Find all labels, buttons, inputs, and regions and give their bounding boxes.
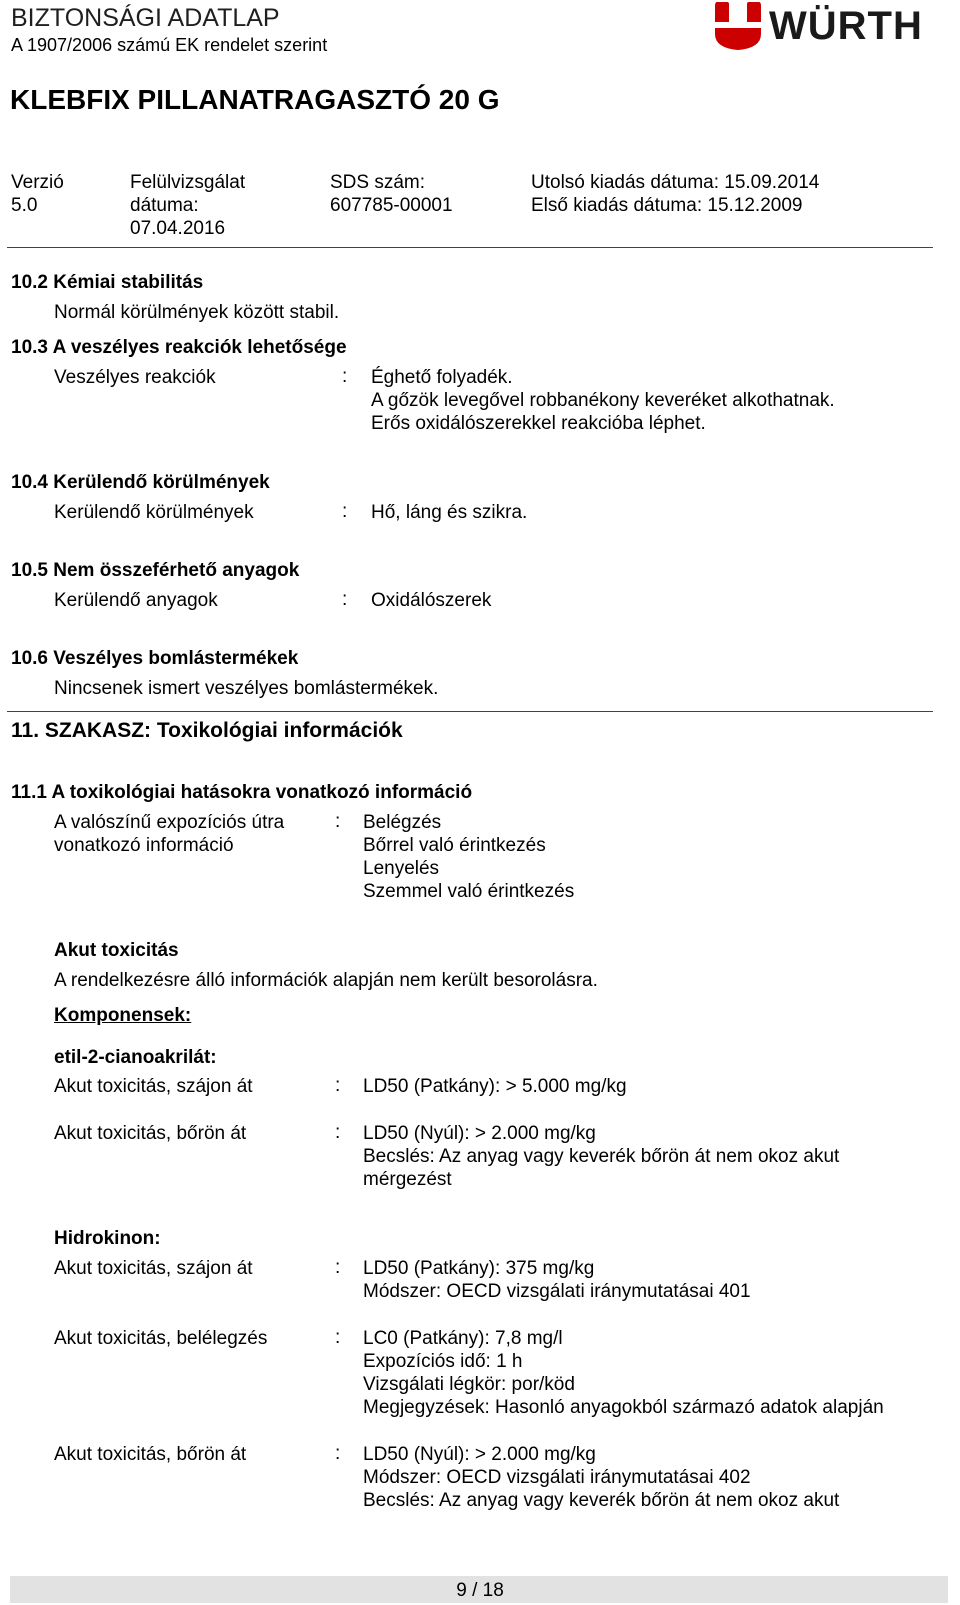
section-number: 10.5 — [11, 560, 48, 581]
dermal-toxicity-value — [363, 1122, 839, 1191]
hazardous-reactions-label: Veszélyes reakciók — [54, 367, 216, 388]
value-line: mérgezést — [363, 1169, 452, 1190]
section-number: 11.1 — [11, 782, 47, 803]
conditions-label: Kerülendő körülmények — [54, 502, 254, 523]
value-line: Megjegyzések: Hasonló anyagokból származó adatok alapján — [363, 1397, 884, 1418]
version-value: 5.0 — [11, 195, 38, 216]
oral-toxicity-value — [363, 1257, 751, 1303]
section-number: 10.4 — [11, 472, 48, 493]
dermal-toxicity-value — [363, 1443, 839, 1512]
colon: : — [335, 1443, 341, 1464]
conditions-value: Hő, láng és szikra. — [371, 502, 528, 523]
component-name: Hidrokinon: — [54, 1228, 161, 1249]
sds-label: SDS szám: — [330, 172, 426, 193]
acute-toxicity-heading: Akut toxicitás — [54, 940, 179, 961]
section-number: 10.3 — [11, 337, 48, 358]
colon: : — [342, 501, 348, 522]
value-line: Bőrrel való érintkezés — [363, 835, 546, 856]
section-divider — [7, 711, 933, 712]
oral-toxicity-label: Akut toxicitás, szájon át — [54, 1076, 253, 1097]
value-line: Erős oxidálószerekkel reakcióba léphet. — [371, 413, 706, 434]
section-title: Nem összeférhető anyagok — [53, 560, 300, 581]
dermal-toxicity-label: Akut toxicitás, bőrön át — [54, 1123, 247, 1144]
components-heading: Komponensek: — [54, 1005, 192, 1026]
colon: : — [335, 1257, 341, 1278]
inhalation-toxicity-label: Akut toxicitás, belélegzés — [54, 1328, 268, 1349]
colon: : — [335, 811, 341, 832]
section-10-5-heading — [11, 560, 299, 582]
product-name: KLEBFIX PILLANATRAGASZTÓ 20 G — [10, 84, 500, 115]
component-name: etil-2-cianoakrilát: — [54, 1047, 217, 1068]
section-10-3-heading — [11, 337, 347, 359]
value-line: A gőzök levegővel robbanékony keveréket alkothatnak. — [371, 390, 835, 411]
colon: : — [335, 1122, 341, 1143]
value-line: LD50 (Nyúl): > 2.000 mg/kg — [363, 1123, 596, 1144]
value-line: Belégzés — [363, 812, 442, 833]
section-title: A toxikológiai hatásokra vonatkozó információ — [51, 782, 473, 803]
colon: : — [342, 366, 348, 387]
label-line: A valószínű expozíciós útra — [54, 812, 285, 833]
first-issue-date: Első kiadás dátuma: 15.12.2009 — [531, 195, 803, 216]
stability-text: Normál körülmények között stabil. — [54, 302, 340, 323]
exposure-values — [363, 811, 574, 903]
oral-toxicity-value: LD50 (Patkány): > 5.000 mg/kg — [363, 1076, 627, 1097]
review-label-2: dátuma: — [130, 195, 199, 216]
exposure-label — [54, 811, 284, 857]
section-title: Kerülendő körülmények — [53, 472, 270, 493]
section-10-4-heading — [11, 472, 270, 494]
value-line: Szemmel való érintkezés — [363, 881, 575, 902]
colon: : — [342, 589, 348, 610]
section-10-2-heading — [11, 272, 203, 294]
version-label: Verzió — [11, 172, 64, 193]
incompatible-label: Kerülendő anyagok — [54, 590, 218, 611]
value-line: Vizsgálati légkör: por/köd — [363, 1374, 575, 1395]
colon: : — [335, 1327, 341, 1348]
section-number: 10.6 — [11, 648, 48, 669]
value-line: Lenyelés — [363, 858, 440, 879]
header-divider — [7, 247, 933, 248]
value-line: Expozíciós idő: 1 h — [363, 1351, 523, 1372]
section-number: 10.2 — [11, 272, 48, 293]
acute-toxicity-text: A rendelkezésre álló információk alapján nem került besorolásra. — [54, 970, 598, 991]
value-line: LC0 (Patkány): 7,8 mg/l — [363, 1328, 563, 1349]
section-11-1-heading — [11, 782, 472, 804]
label-line: vonatkozó információ — [54, 835, 234, 856]
issue-block — [531, 171, 819, 217]
section-11-heading: 11. SZAKASZ: Toxikológiai információk — [11, 719, 403, 742]
colon: : — [335, 1075, 341, 1096]
version-block — [11, 171, 64, 217]
hazardous-reactions-value — [371, 366, 835, 435]
brand-name: WÜRTH — [769, 4, 923, 48]
value-line: Módszer: OECD vizsgálati iránymutatásai 402 — [363, 1467, 751, 1488]
value-line: Becslés: Az anyag vagy keverék bőrön át nem okoz akut — [363, 1146, 840, 1167]
dermal-toxicity-label: Akut toxicitás, bőrön át — [54, 1444, 247, 1465]
value-line: Éghető folyadék. — [371, 367, 513, 388]
document-title: BIZTONSÁGI ADATLAP — [11, 4, 280, 32]
wurth-logo-icon — [713, 2, 763, 50]
review-label-1: Felülvizsgálat — [130, 172, 246, 193]
wurth-logo — [713, 2, 933, 52]
sds-value: 607785-00001 — [330, 195, 453, 216]
decomposition-text: Nincsenek ismert veszélyes bomlástermékek. — [54, 678, 439, 699]
section-title: Veszélyes bomlástermékek — [53, 648, 299, 669]
incompatible-value: Oxidálószerek — [371, 590, 492, 611]
value-line: LD50 (Nyúl): > 2.000 mg/kg — [363, 1444, 596, 1465]
oral-toxicity-label: Akut toxicitás, szájon át — [54, 1258, 253, 1279]
inhalation-toxicity-value — [363, 1327, 884, 1419]
review-block — [130, 171, 245, 240]
last-issue-date: Utolsó kiadás dátuma: 15.09.2014 — [531, 172, 820, 193]
section-title: Kémiai stabilitás — [53, 272, 204, 293]
section-title: A veszélyes reakciók lehetősége — [52, 337, 347, 358]
review-value: 07.04.2016 — [130, 218, 226, 239]
page-number: 9 / 18 — [456, 1580, 504, 1601]
document-subtitle: A 1907/2006 számú EK rendelet szerint — [11, 35, 328, 55]
value-line: Módszer: OECD vizsgálati iránymutatásai 401 — [363, 1281, 751, 1302]
section-10-6-heading — [11, 648, 298, 670]
value-line: Becslés: Az anyag vagy keverék bőrön át nem okoz akut — [363, 1490, 840, 1511]
value-line: LD50 (Patkány): 375 mg/kg — [363, 1258, 595, 1279]
sds-block — [330, 171, 453, 217]
